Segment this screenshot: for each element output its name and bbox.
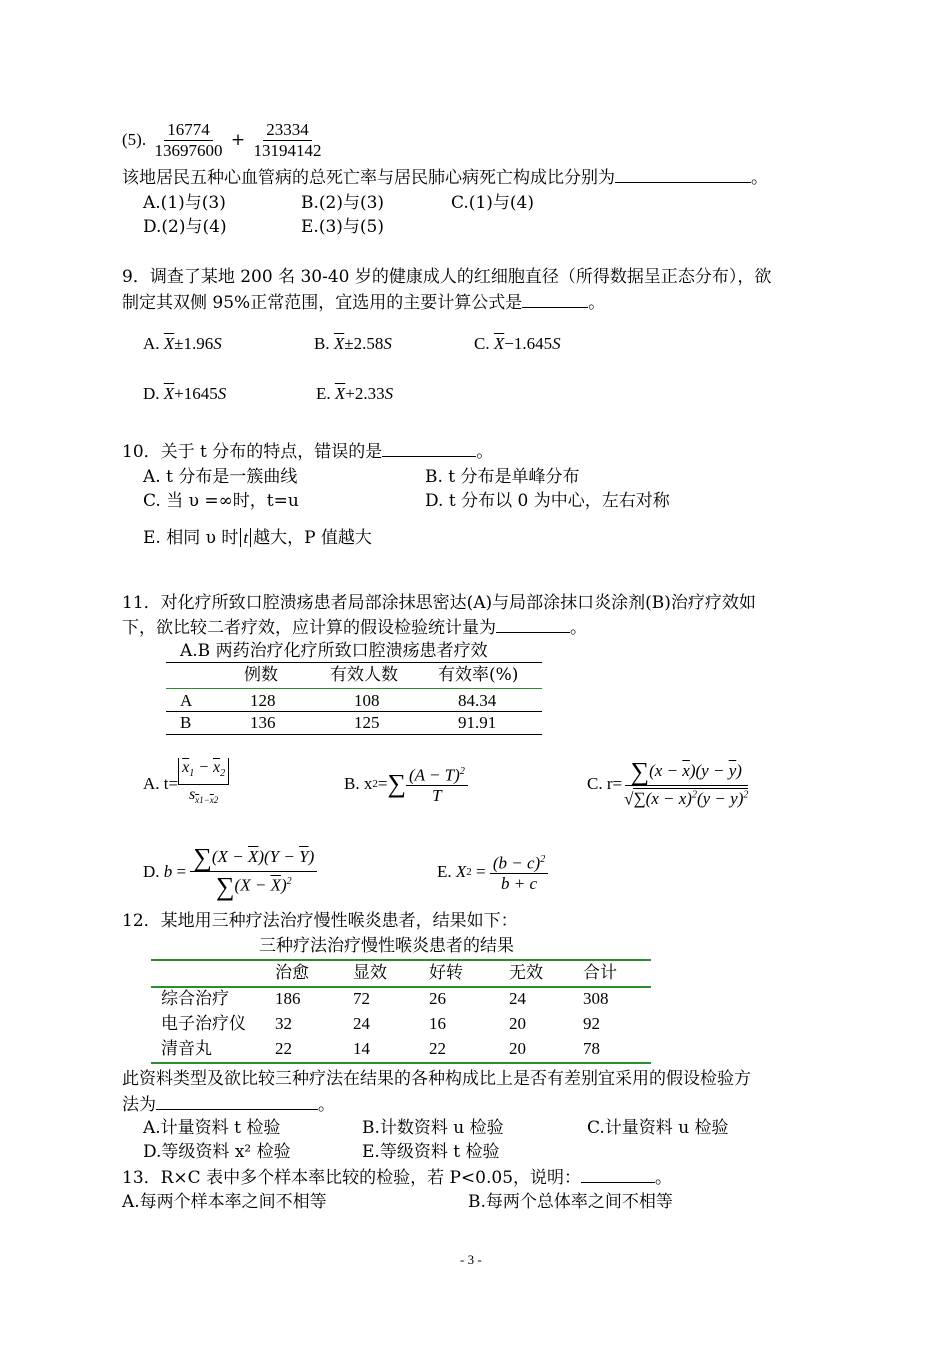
row-b-label: B	[180, 713, 192, 732]
q12-choice-c: C.计量资料 u 检验	[587, 1118, 729, 1138]
choice-label: E.	[437, 862, 452, 881]
q9-line2-text: 制定其双侧 95%正常范围，宜选用的主要计算公式是	[122, 293, 523, 313]
header-cured: 治愈	[275, 963, 309, 983]
choice-expr: +2.33	[345, 384, 385, 403]
fraction-numerator: 16774	[164, 120, 213, 141]
q9-choice-a	[143, 333, 222, 355]
regression-b-formula	[190, 842, 317, 901]
b-denominator: $\sum(X - \overline{X})^2$	[215, 871, 292, 901]
q12-table	[151, 935, 651, 1065]
s-symbol: S	[384, 384, 394, 403]
fraction-denominator: 13697600	[154, 141, 223, 160]
q8-fraction-2	[251, 120, 325, 161]
period: 。	[588, 293, 606, 313]
q11-option-d: D. b = $\frac{\sum(X - \overline{X})(Y - \overline{Y})}{\sum(X - \overline{X})^2}$	[143, 842, 317, 902]
x-bar: $\overline{X}$	[334, 384, 346, 403]
row-cell: 186	[275, 989, 301, 1008]
q12-choice-a: A.计量资料 t 检验	[143, 1118, 281, 1138]
table-title: 三种疗法治疗慢性喉炎患者的结果	[259, 936, 514, 956]
choice-expr: −1.645	[504, 334, 553, 353]
chi-square-formula	[406, 762, 468, 807]
q10-e-prefix: E. 相同 υ 时	[143, 528, 239, 548]
q11-option-b: B. x 2 = ∑ $\frac{(A - T)^2}{T}$	[344, 752, 468, 816]
header-marked: 显效	[353, 963, 387, 983]
row-cell: 20	[509, 1039, 526, 1058]
row-cell: 24	[509, 989, 526, 1008]
period: 。	[318, 1095, 335, 1115]
r-denominator: $√\sum(x - \overline{x})^2(y - \overline{y})^2$	[624, 789, 749, 809]
row-cell: 14	[353, 1039, 370, 1058]
q11-line1: 11．对化疗所致口腔溃疡患者局部涂抹思密达(A)与局部涂抹口炎涂剂(B)治疗疗效如	[122, 593, 756, 613]
row-cell: 92	[583, 1014, 600, 1033]
s-symbol: S	[552, 334, 561, 353]
abs-t: t	[240, 528, 251, 547]
row-a-effective: 108	[354, 691, 380, 710]
answer-blank	[496, 616, 570, 633]
q11-line2	[122, 616, 587, 639]
header-improved: 好转	[429, 963, 463, 983]
row-cell: 22	[429, 1039, 446, 1058]
q8-choice-a: A.(1)与(3)	[143, 193, 226, 213]
mcnemar-denominator: b + c	[501, 874, 538, 894]
s-symbol: S	[217, 384, 227, 403]
q8-fraction-1	[151, 120, 225, 161]
q9-line1: 9．调查了某地 200 名 30-40 岁的健康成人的红细胞直径（所得数据呈正态分布），欲	[122, 267, 772, 287]
s-symbol: S	[383, 334, 392, 353]
answer-blank	[522, 291, 588, 308]
choice-label: C.	[474, 334, 490, 353]
row-label: 电子治疗仪	[161, 1014, 246, 1034]
chi-denominator: T	[432, 786, 442, 806]
fraction-denominator: 13194142	[253, 141, 322, 160]
choice-label: E.	[316, 384, 331, 403]
header-cases: 例数	[244, 665, 278, 685]
choice-label: D.	[143, 862, 160, 881]
q10-choice-c: C. 当 υ =∞时，t=u	[143, 491, 299, 511]
row-a-rate: 84.34	[458, 691, 497, 710]
q12-line2	[122, 1093, 335, 1116]
q11-line2-text: 下，欲比较二者疗效，应计算的假设检验统计量为	[122, 618, 496, 638]
period: 。	[655, 1168, 673, 1188]
choice-label: D.	[143, 384, 160, 403]
answer-blank	[615, 166, 751, 183]
row-cell: 32	[275, 1014, 292, 1033]
q13-choice-a: A.每两个样本率之间不相等	[122, 1192, 327, 1212]
q10-stem	[122, 440, 493, 463]
q13-stem-text: 13．R×C 表中多个样本率比较的检验，若 P<0.05，说明：	[122, 1168, 582, 1188]
choice-expr: +1645	[174, 384, 218, 403]
choice-expr: ±1.96	[174, 334, 214, 353]
q13-stem	[122, 1166, 672, 1189]
choice-label: A. t=	[143, 774, 179, 793]
period: 。	[476, 442, 494, 462]
q10-choice-a: A. t 分布是一簇曲线	[143, 467, 298, 487]
q8-choice-e: E.(3)与(5)	[301, 217, 384, 237]
header-total: 合计	[583, 963, 617, 983]
q12-choice-b: B.计数资料 u 检验	[362, 1118, 504, 1138]
row-b-effective: 125	[354, 713, 380, 732]
header-effective: 有效人数	[330, 665, 398, 685]
q9-choice-b	[314, 333, 392, 355]
row-cell: 72	[353, 989, 370, 1008]
table-top-rule	[166, 662, 542, 663]
s-symbol: S	[213, 334, 222, 353]
r-numerator: $\sum(x - \overline{x})(y - \overline{y})$	[625, 759, 748, 786]
answer-blank	[156, 1093, 318, 1110]
answer-blank	[581, 1166, 655, 1183]
q12-line2-text: 法为	[122, 1095, 156, 1115]
q8-choice-b: B.(2)与(3)	[301, 193, 385, 213]
q12-line1: 此资料类型及欲比较三种疗法在结果的各种构成比上是否有差别宜采用的假设检验方	[122, 1069, 751, 1089]
row-cell: 26	[429, 989, 446, 1008]
t-formula	[178, 758, 229, 810]
correlation-formula	[622, 756, 750, 810]
row-cell: 308	[583, 989, 609, 1008]
row-a-label: A	[180, 691, 193, 710]
choice-label: C. r=	[587, 774, 623, 793]
row-a-cases: 128	[250, 691, 276, 710]
row-cell: 20	[509, 1014, 526, 1033]
row-b-rate: 91.91	[458, 713, 497, 732]
row-cell: 22	[275, 1039, 292, 1058]
t-denominator: $s_{\overline{x}1-\overline{x}2}$	[188, 786, 219, 806]
q8-opt5-label: (5).	[122, 130, 147, 149]
q10-stem-text: 10．关于 t 分布的特点，错误的是	[122, 442, 383, 462]
x-bar: $\overline{X}$	[163, 334, 175, 353]
t-numerator: $\overline{x}_1 - \overline{x}_2$	[178, 758, 229, 784]
q8-choice-d: D.(2)与(4)	[143, 217, 227, 237]
table-bottom-rule	[166, 734, 542, 735]
header-rate: 有效率(%)	[438, 665, 519, 685]
q11-option-a	[143, 752, 229, 816]
chi-numerator: $(A - T)^2$	[406, 762, 468, 787]
q12-stem: 12．某地用三种疗法治疗慢性喉炎患者，结果如下：	[122, 911, 518, 931]
q9-choice-d	[143, 383, 226, 405]
q10-choice-b: B. t 分布是单峰分布	[425, 467, 580, 487]
choice-label: A.	[143, 334, 160, 353]
q12-choice-d: D.等级资料 x² 检验	[143, 1142, 291, 1162]
row-cell: 24	[353, 1014, 370, 1033]
period: 。	[570, 618, 587, 638]
q10-e-suffix: 越大，P 值越大	[253, 528, 372, 548]
plus-sign: +	[230, 130, 246, 150]
choice-label: B. x	[344, 774, 373, 793]
row-b-cases: 136	[250, 713, 276, 732]
q11-table	[166, 640, 542, 736]
q9-choice-e	[316, 383, 393, 405]
q11-option-c	[587, 748, 750, 820]
period: 。	[751, 168, 768, 188]
choice-label: B.	[314, 334, 330, 353]
table-header-rule	[166, 688, 542, 689]
q9-line2	[122, 291, 605, 314]
row-label: 综合治疗	[161, 989, 229, 1009]
q10-choice-e	[143, 527, 372, 549]
page-number: - 3 -	[460, 1252, 482, 1267]
answer-blank	[382, 440, 476, 457]
q11-option-e: E. X 2 = $\frac{(b - c)^2}{b + c}$	[437, 842, 548, 902]
q8-option-5	[122, 120, 325, 161]
table-title: A.B 两药治疗化疗所致口腔溃疡患者疗效	[180, 641, 488, 661]
x-bar: $\overline{X}$	[493, 334, 505, 353]
header-ineffective: 无效	[509, 963, 543, 983]
q9-choice-c	[474, 333, 561, 355]
x-bar: $\overline{X}$	[163, 384, 175, 403]
row-label: 清音丸	[161, 1039, 212, 1059]
mcnemar-numerator: $(b - c)^2$	[490, 850, 548, 875]
table-top-rule	[151, 959, 651, 961]
q8-question	[122, 166, 768, 189]
q8-choice-c: C.(1)与(4)	[451, 193, 534, 213]
q8-question-text: 该地居民五种心血管病的总死亡率与居民肺心病死亡构成比分别为	[122, 168, 615, 188]
q10-choice-d: D. t 分布以 0 为中心，左右对称	[425, 491, 670, 511]
choice-expr: ±2.58	[344, 334, 384, 353]
mcnemar-formula	[490, 850, 548, 895]
q13-choice-b: B.每两个总体率之间不相等	[468, 1192, 673, 1212]
b-numerator: $\sum(X - \overline{X})(Y - \overline{Y})$	[190, 845, 317, 872]
x-bar: $\overline{X}$	[333, 334, 345, 353]
table-bottom-rule	[151, 1062, 651, 1064]
row-cell: 16	[429, 1014, 446, 1033]
q12-choice-e: E.等级资料 t 检验	[362, 1142, 500, 1162]
row-cell: 78	[583, 1039, 600, 1058]
fraction-numerator: 23334	[263, 120, 312, 141]
